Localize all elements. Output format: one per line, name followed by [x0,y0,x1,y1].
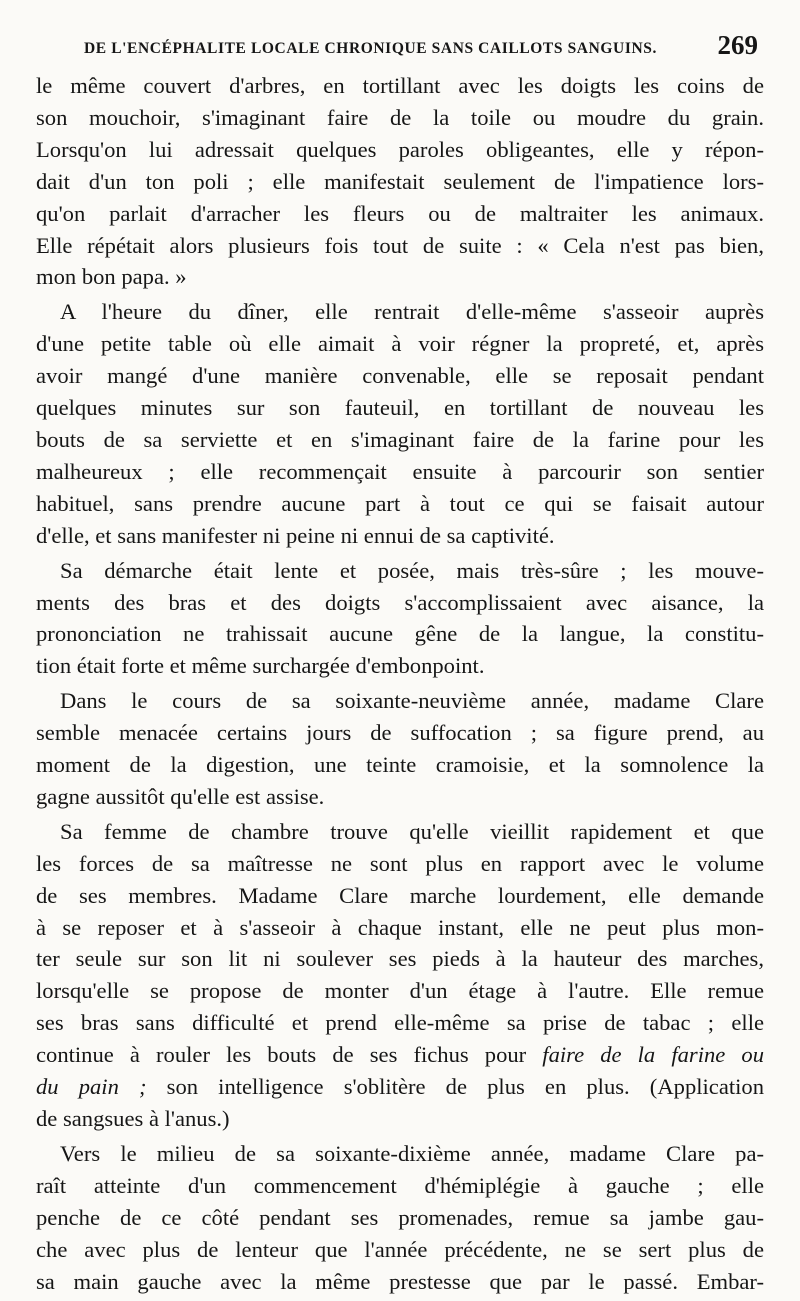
text-line: gagne aussitôt qu'elle est assise. [36,783,325,809]
text-line: son mouchoir, s'imaginant faire de la toile ou moudre du grain. [36,104,764,130]
text-line: tion était forte et même surchargée d'embonpoint. [36,653,485,679]
text-line: A l'heure du dîner, elle rentrait d'elle-même s'asseoir auprès [60,299,764,325]
text-line: quelques minutes sur son fauteuil, en tortillant de nouveau les [36,395,764,421]
paragraph-5 [36,816,764,1135]
paragraph-1 [36,70,764,293]
text-line: moment de la digestion, une teinte cramoisie, et la somnolence la [36,752,764,778]
paragraph-4 [36,685,764,813]
text-line: malheureux ; elle recommençait ensuite à parcourir son sentier [36,458,764,484]
text-line: de sangsues à l'anus.) [36,1106,230,1131]
text-line: semble menacée certains jours de suffocation ; sa figure prend, au [36,720,764,746]
paragraph-3 [36,555,764,683]
paragraph-6 [36,1138,764,1298]
text-line: les forces de sa maîtresse ne sont plus en rapport avec le volume [36,850,764,876]
text-line: à se reposer et à s'asseoir à chaque instant, elle ne peut plus mon- [36,914,764,940]
text-line: avoir mangé d'une manière convenable, elle se reposait pendant [36,363,764,389]
page-number: 269 [717,30,758,60]
text-line: mon bon papa. » [36,264,187,290]
text-segment: son intelligence s'oblitère de plus en plus. (Application [146,1074,764,1100]
text-line: Lorsqu'on lui adressait quelques paroles obligeantes, elle y répon- [36,136,764,162]
text-line: penche de ce côté pendant ses promenades, remue sa jambe gau- [36,1204,764,1230]
text-segment: continue à rouler les bouts de ses fichus pour [36,1042,543,1068]
text-line: le même couvert d'arbres, en tortillant avec les doigts les coins de [36,73,764,98]
text-line [36,1039,764,1071]
text-line: Sa femme de chambre trouve qu'elle vieillit rapidement et que [60,818,764,844]
text-line: ses bras sans difficulté et prend elle-même sa prise de tabac ; elle [36,1010,764,1036]
text-line: dait d'un ton poli ; elle manifestait seulement de l'impatience lors- [36,168,764,194]
text-line: ter seule sur son lit ni soulever ses pieds à la hauteur des marches, [36,946,764,972]
running-title: DE L'ENCÉPHALITE LOCALE CHRONIQUE SANS CAILLOTS SANGUINS. [84,40,657,57]
text-line: sa main gauche avec la même prestesse que par le passé. Embar- [36,1268,764,1294]
text-line: Elle répétait alors plusieurs fois tout de suite : « Cela n'est pas bien, [36,232,764,258]
text-line: che avec plus de lenteur que l'année précédente, ne se sert plus de [36,1236,764,1262]
text-line: ments des bras et des doigts s'accomplissaient avec aisance, la [36,589,764,615]
text-line: habituel, sans prendre aucune part à tout ce qui se faisait autour [36,490,764,516]
text-line: de ses membres. Madame Clare marche lourdement, elle demande [36,882,764,908]
text-line: Dans le cours de sa soixante-neuvième année, madame Clare [60,688,764,714]
paragraph-2 [36,296,764,551]
text-line: lorsqu'elle se propose de monter d'un étage à l'autre. Elle remue [36,978,764,1004]
body-text [36,70,764,1297]
text-line: d'une petite table où elle aimait à voir régner la propreté, et, après [36,331,764,357]
italic-phrase: faire de la farine ou [542,1042,764,1068]
running-head [36,26,764,70]
text-line: qu'on parlait d'arracher les fleurs ou de maltraiter les animaux. [36,200,764,226]
text-line: d'elle, et sans manifester ni peine ni ennui de sa captivité. [36,522,555,548]
text-line: Vers le milieu de sa soixante-dixième année, madame Clare pa- [60,1140,764,1166]
text-line [36,1071,764,1103]
italic-phrase: du pain ; [36,1074,147,1100]
text-line: Sa démarche était lente et posée, mais très-sûre ; les mouve- [60,557,764,583]
text-line: bouts de sa serviette et en s'imaginant faire de la farine pour les [36,426,764,452]
text-line: raît atteinte d'un commencement d'hémiplégie à gauche ; elle [36,1172,764,1198]
text-line: prononciation ne trahissait aucune gêne de la langue, la constitu- [36,621,764,647]
